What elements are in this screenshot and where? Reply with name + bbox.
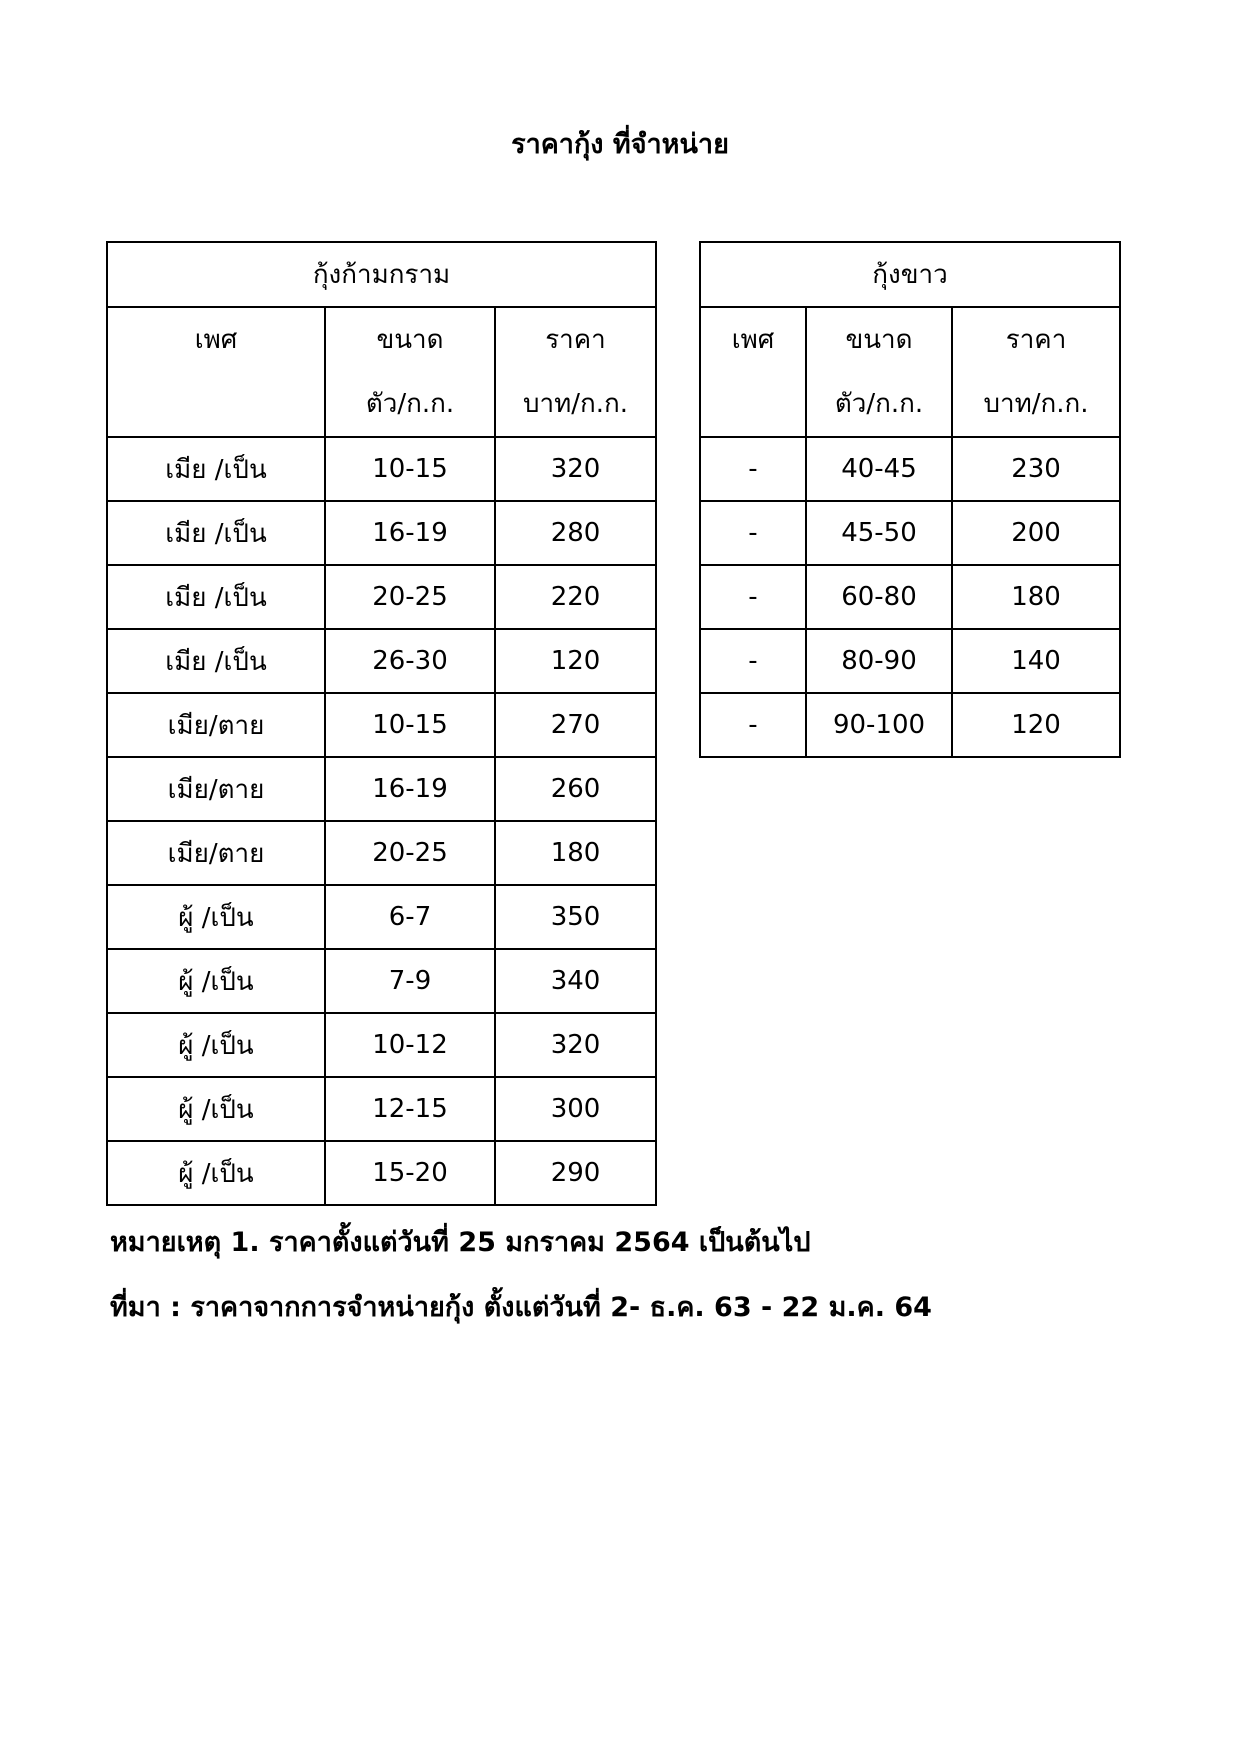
table-row (107, 565, 656, 629)
size-cell: 80-90 (806, 629, 952, 693)
size-cell: 90-100 (806, 693, 952, 757)
white-shrimp-table (699, 241, 1121, 758)
price-cell: 180 (952, 565, 1120, 629)
table-row (700, 693, 1120, 757)
table-row (107, 1013, 656, 1077)
price-cell: 290 (495, 1141, 656, 1205)
white-size-header-label: ขนาด (845, 325, 913, 355)
table-row (700, 629, 1120, 693)
white-price-header-label: ราคา (1005, 325, 1067, 355)
price-cell: 320 (495, 437, 656, 501)
white-size-header (806, 307, 952, 437)
price-cell: 180 (495, 821, 656, 885)
table-row (107, 1077, 656, 1141)
price-cell: 300 (495, 1077, 656, 1141)
price-note: หมายเหตุ 1. ราคาตั้งแต่วันที่ 25 มกราคม 2564 เป็นต้นไป (110, 1227, 811, 1258)
size-cell: 26-30 (325, 629, 495, 693)
white-sex-header (700, 307, 806, 437)
sex-cell: ผู้ /เป็น (107, 1077, 325, 1141)
size-cell: 10-15 (325, 437, 495, 501)
sex-cell: เมีย /เป็น (107, 629, 325, 693)
sex-cell: ผู้ /เป็น (107, 885, 325, 949)
table-row (107, 629, 656, 693)
white-size-header-unit: ตัว/ก.ก. (834, 389, 924, 419)
freshwater-table-title: กุ้งก้ามกราม (107, 242, 656, 307)
table-row (107, 821, 656, 885)
table-row (107, 949, 656, 1013)
freshwater-size-header-label: ขนาด (376, 325, 444, 355)
sex-cell: เมีย/ตาย (107, 821, 325, 885)
sex-cell: เมีย /เป็น (107, 437, 325, 501)
price-cell: 280 (495, 501, 656, 565)
size-cell: 40-45 (806, 437, 952, 501)
sex-cell: เมีย /เป็น (107, 565, 325, 629)
page-title: ราคากุ้ง ที่จำหน่าย (511, 129, 729, 160)
price-source: ที่มา : ราคาจากการจำหน่ายกุ้ง ตั้งแต่วันที่ 2- ธ.ค. 63 - 22 ม.ค. 64 (110, 1292, 932, 1323)
size-cell: 16-19 (325, 757, 495, 821)
sex-cell: - (700, 693, 806, 757)
white-table-title: กุ้งขาว (700, 242, 1120, 307)
freshwater-sex-header-label: เพศ (194, 325, 238, 355)
sex-cell: ผู้ /เป็น (107, 1141, 325, 1205)
table-row (107, 501, 656, 565)
sex-cell: - (700, 629, 806, 693)
sex-cell: - (700, 565, 806, 629)
white-sex-header-label: เพศ (731, 325, 775, 355)
giant-freshwater-prawn-table (106, 241, 657, 1206)
table-row (107, 437, 656, 501)
price-cell: 120 (952, 693, 1120, 757)
table-row (700, 565, 1120, 629)
price-cell: 220 (495, 565, 656, 629)
sex-cell: - (700, 437, 806, 501)
size-cell: 12-15 (325, 1077, 495, 1141)
price-cell: 270 (495, 693, 656, 757)
price-cell: 260 (495, 757, 656, 821)
sex-cell: เมีย /เป็น (107, 501, 325, 565)
size-cell: 16-19 (325, 501, 495, 565)
freshwater-sex-header (107, 307, 325, 437)
size-cell: 7-9 (325, 949, 495, 1013)
sex-cell: - (700, 501, 806, 565)
white-price-header-unit: บาท/ก.ก. (983, 389, 1089, 419)
size-cell: 20-25 (325, 565, 495, 629)
sex-cell: เมีย/ตาย (107, 757, 325, 821)
price-cell: 230 (952, 437, 1120, 501)
size-cell: 6-7 (325, 885, 495, 949)
freshwater-price-header (495, 307, 656, 437)
size-cell: 15-20 (325, 1141, 495, 1205)
size-cell: 10-12 (325, 1013, 495, 1077)
freshwater-price-header-label: ราคา (545, 325, 606, 355)
table-row (107, 757, 656, 821)
white-price-header (952, 307, 1120, 437)
price-cell: 120 (495, 629, 656, 693)
price-cell: 340 (495, 949, 656, 1013)
sex-cell: ผู้ /เป็น (107, 949, 325, 1013)
size-cell: 45-50 (806, 501, 952, 565)
sex-cell: เมีย/ตาย (107, 693, 325, 757)
price-cell: 200 (952, 501, 1120, 565)
table-row (107, 885, 656, 949)
price-cell: 320 (495, 1013, 656, 1077)
sex-cell: ผู้ /เป็น (107, 1013, 325, 1077)
size-cell: 60-80 (806, 565, 952, 629)
freshwater-size-header-unit: ตัว/ก.ก. (365, 389, 455, 419)
table-row (107, 1141, 656, 1205)
table-row (700, 437, 1120, 501)
freshwater-size-header (325, 307, 495, 437)
price-cell: 350 (495, 885, 656, 949)
price-cell: 140 (952, 629, 1120, 693)
size-cell: 20-25 (325, 821, 495, 885)
size-cell: 10-15 (325, 693, 495, 757)
table-row (107, 693, 656, 757)
table-row (700, 501, 1120, 565)
freshwater-price-header-unit: บาท/ก.ก. (523, 389, 629, 419)
